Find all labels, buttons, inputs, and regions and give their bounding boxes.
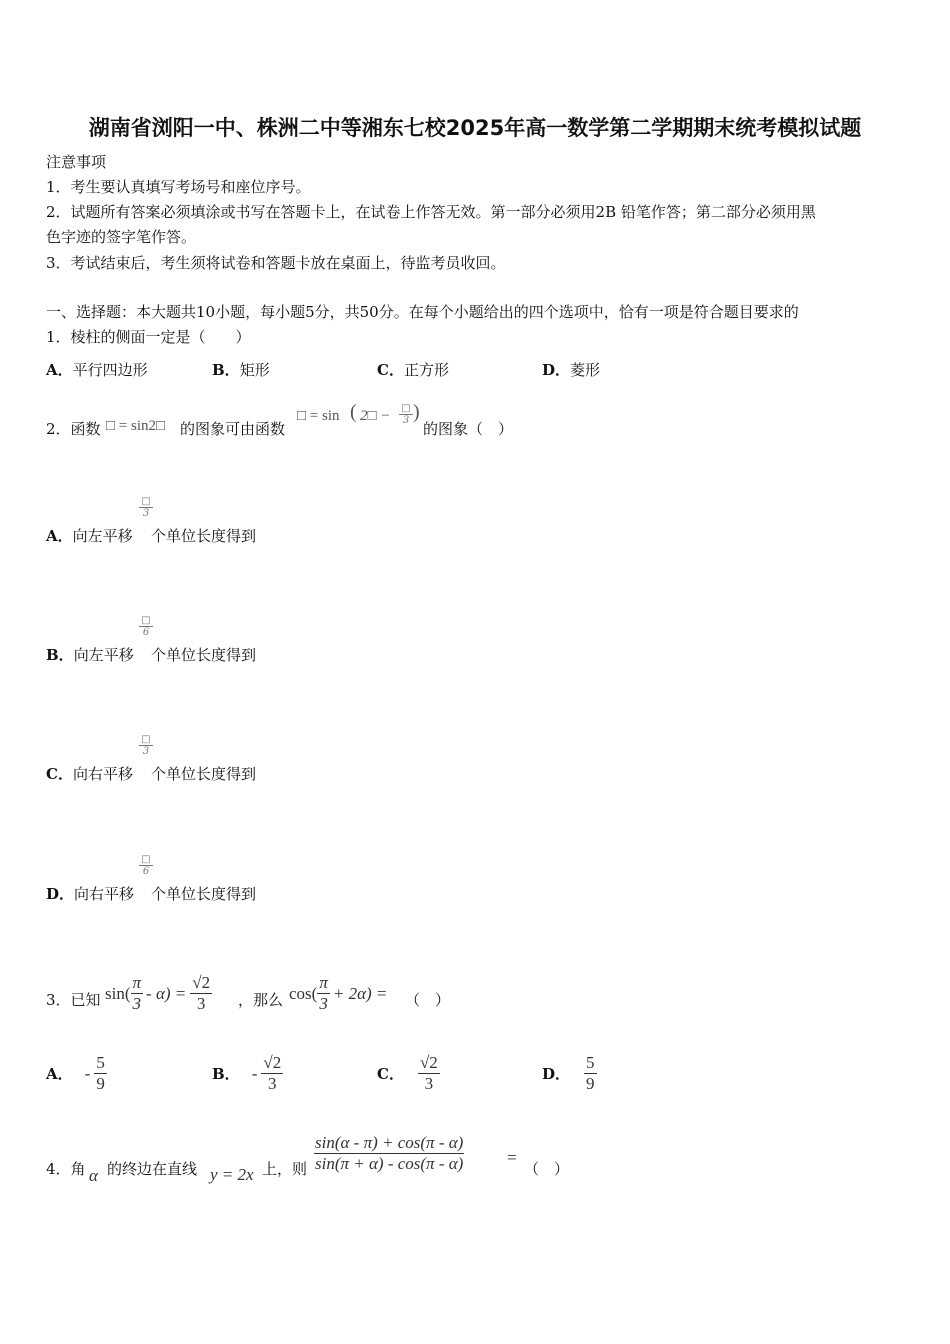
notice-item-1: 1．考生要认真填写考场号和座位序号。 (46, 178, 311, 196)
question-2-option-a (46, 526, 133, 546)
question-2-func2-fraction (399, 403, 413, 426)
fraction-numerator: 5 (586, 1053, 595, 1072)
notice-item-2-cont: 色字迹的签字笔作答。 (46, 228, 197, 246)
notice-item-3: 3．考试结束后，考生须将试卷和答题卡放在桌面上，待监考员收回。 (46, 254, 506, 272)
option-label: A． (46, 361, 73, 379)
condition-fn: sin( (105, 983, 131, 1003)
question-3-middle: ，那么 (238, 991, 284, 1009)
fraction-denominator: 9 (586, 1074, 595, 1093)
fraction-denominator: 3 (142, 508, 150, 519)
question-2-option-c-tail: 个单位长度得到 (151, 765, 257, 783)
notice-heading: 注意事项 (46, 153, 107, 171)
question-1-option-a (46, 360, 148, 380)
ask-fraction (317, 973, 330, 1014)
option-label: A． (46, 1064, 73, 1083)
option-text: 向左平移 (72, 527, 133, 545)
option-label: D． (542, 1064, 571, 1083)
fraction-numerator: 5 (96, 1053, 105, 1072)
question-4-middle: 的终边在直线 (107, 1160, 198, 1178)
question-2-paren-close: ) (413, 401, 420, 423)
expression-fraction (314, 1133, 464, 1174)
option-label: A． (46, 527, 73, 545)
option-text: 平行四边形 (72, 361, 148, 379)
option-text: 矩形 (239, 361, 270, 379)
fraction-numerator: π (132, 973, 142, 992)
fraction-denominator: 3 (268, 1074, 277, 1093)
fraction-numerator: □ (139, 734, 153, 746)
question-2-option-d-tail: 个单位长度得到 (151, 885, 257, 903)
condition-rhs-fraction (190, 973, 212, 1014)
question-2-func1: □ = sin2□ (106, 418, 166, 434)
option-text: 向右平移 (72, 765, 133, 783)
option-label: C． (377, 1064, 404, 1083)
question-4-suffix: （ ） (524, 1160, 570, 1178)
condition-tail: - α) = (146, 983, 187, 1003)
question-3-option-d (542, 1053, 597, 1094)
option-text: 向左平移 (73, 646, 134, 664)
option-fraction (261, 1053, 283, 1094)
question-3-condition (105, 973, 212, 1014)
question-1-option-c (377, 360, 449, 380)
question-3-option-c (377, 1053, 440, 1094)
question-4-prefix: 4．角 (46, 1160, 86, 1178)
option-fraction (584, 1053, 597, 1094)
option-fraction (418, 1053, 440, 1094)
fraction-numerator: □ (139, 854, 153, 866)
section-heading: 一、选择题：本大题共10小题，每小题5分，共50分。在每个小题给出的四个选项中，恰有一项是符合题目要求的 (46, 303, 799, 321)
option-label: B． (46, 646, 74, 664)
question-2-func2-inner: 2□ − (360, 408, 391, 424)
fraction-denominator: 3 (132, 994, 142, 1013)
fraction-denominator: 3 (319, 994, 328, 1013)
question-2-middle: 的图象可由函数 (180, 420, 286, 438)
question-4-expression (314, 1133, 464, 1174)
fraction-denominator: 6 (142, 627, 150, 638)
question-2-option-b-fraction (139, 615, 153, 638)
question-2-prefix: 2．函数 (46, 420, 101, 438)
question-2-option-a-tail: 个单位长度得到 (151, 527, 257, 545)
question-2-paren-open: ( (350, 401, 357, 423)
question-2-option-c (46, 764, 133, 784)
question-4-line-equation: y = 2x (210, 1165, 254, 1184)
fraction-numerator: □ (139, 496, 153, 508)
option-label: C． (46, 765, 73, 783)
fraction-numerator: □ (139, 615, 153, 627)
option-label: C． (377, 361, 404, 379)
option-text: 菱形 (570, 361, 601, 379)
question-2-option-a-fraction (139, 496, 153, 519)
question-2-option-b-tail: 个单位长度得到 (151, 646, 257, 664)
option-label: B． (212, 361, 240, 379)
question-2-option-d-fraction (139, 854, 153, 877)
fraction-denominator: sin(π + α) - cos(π - α) (315, 1154, 464, 1173)
question-1-option-d (542, 360, 600, 380)
option-fraction (94, 1053, 107, 1094)
question-2-option-b (46, 645, 134, 665)
fraction-numerator: sin(α - π) + cos(π - α) (315, 1133, 464, 1152)
fraction-numerator: □ (399, 403, 413, 415)
question-3-suffix: （ ） (405, 991, 451, 1009)
fraction-numerator: √2 (419, 1053, 438, 1072)
question-2-func2-left: □ = sin (297, 408, 340, 424)
page-title: 湖南省浏阳一中、株洲二中等湘东七校2025年高一数学第二学期期末统考模拟试题 (88, 116, 862, 140)
option-label: D． (46, 885, 75, 903)
question-4-alpha: α (89, 1166, 98, 1185)
question-1-stem: 1．棱柱的侧面一定是（ ） (46, 328, 251, 346)
question-2-suffix: 的图象（ ） (423, 420, 514, 438)
fraction-numerator: π (319, 973, 328, 992)
question-2-option-c-fraction (139, 734, 153, 757)
fraction-denominator: 3 (142, 746, 150, 757)
question-4-equals: = (507, 1148, 517, 1167)
ask-fn: cos( (289, 983, 318, 1003)
question-1-option-b (212, 360, 270, 380)
option-label: D． (542, 361, 571, 379)
option-text: 正方形 (403, 361, 449, 379)
fraction-denominator: 3 (424, 1074, 434, 1093)
question-3-ask (289, 973, 387, 1014)
fraction-numerator: √2 (263, 1053, 282, 1072)
option-text: 向右平移 (74, 885, 135, 903)
option-sign: - (251, 1063, 258, 1083)
notice-item-2: 2．试题所有答案必须填涂或书写在答题卡上，在试卷上作答无效。第一部分必须用2B 铅笔作答；第二部分必须用黑 (46, 203, 816, 221)
ask-tail: + 2α) = (332, 983, 388, 1003)
condition-fraction (131, 973, 144, 1014)
option-sign: - (84, 1063, 91, 1083)
question-3-option-b (212, 1053, 283, 1094)
question-3-prefix: 3．已知 (46, 991, 101, 1009)
option-label: B． (212, 1064, 240, 1083)
fraction-denominator: 3 (402, 415, 410, 426)
question-2-option-d (46, 884, 134, 904)
question-4-middle2: 上，则 (262, 1160, 308, 1178)
fraction-numerator: √2 (192, 973, 211, 992)
fraction-denominator: 6 (142, 866, 150, 877)
fraction-denominator: 3 (196, 994, 206, 1013)
question-3-option-a (46, 1053, 107, 1094)
fraction-denominator: 9 (96, 1074, 105, 1093)
